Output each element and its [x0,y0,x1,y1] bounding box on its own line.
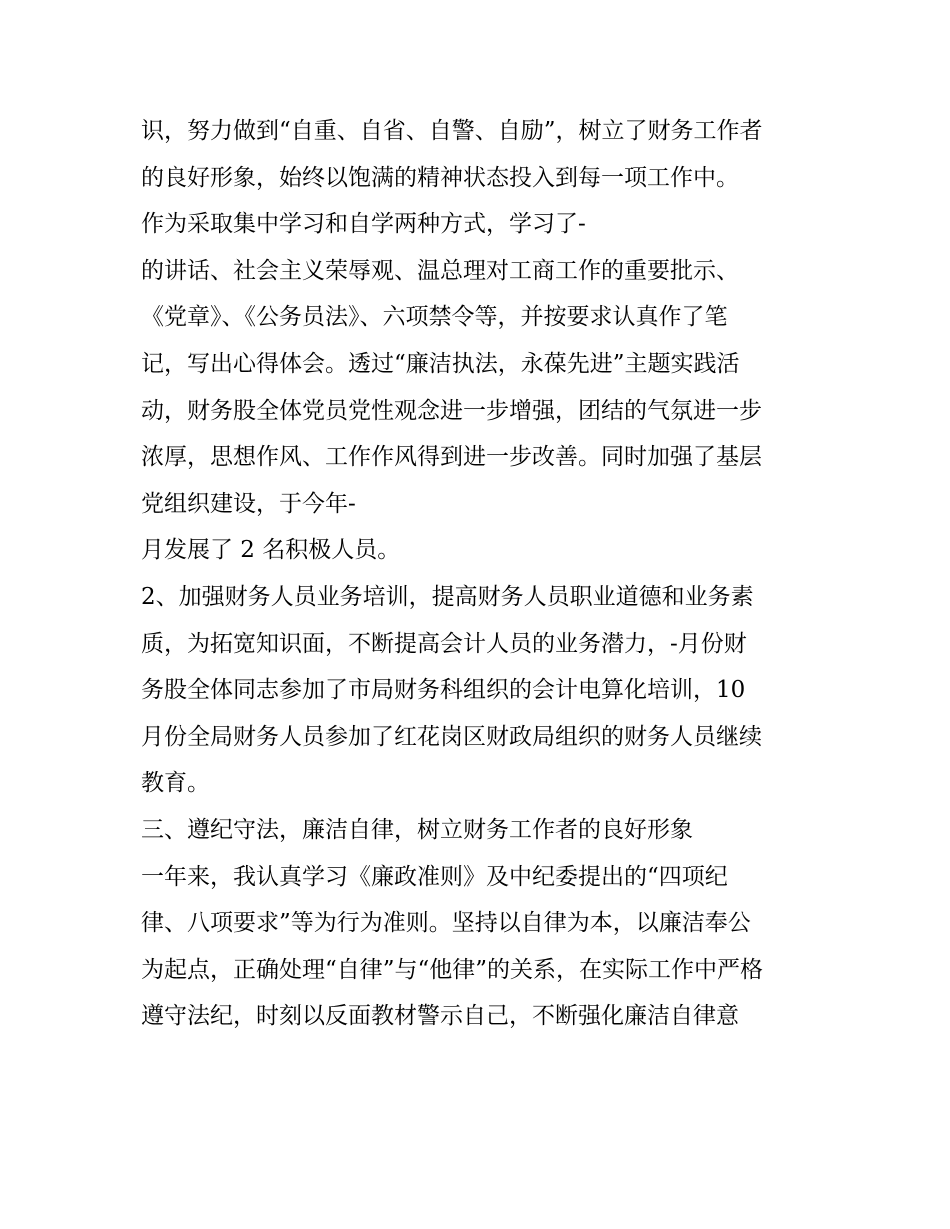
text-line: 律、八项要求”等为行为准则。坚持以自律为本，以廉洁奉公 [141,910,751,937]
document-body [141,108,841,1040]
text-line: 遵守法纪，时刻以反面教材警示自己，不断强化廉洁自律意 [141,1003,739,1030]
text-line: 月发展了 2 名积极人员。 [141,537,401,564]
text-line: 务股全体同志参加了市局财务科组织的会计电算化培训，10 [141,677,746,704]
text-line: 质，为拓宽知识面，不断提高会计人员的业务潜力，-月份财 [141,630,747,657]
text-line: 记，写出心得体会。透过“廉洁执法，永葆先进”主题实践活 [141,350,740,377]
section-heading: 三、遵纪守法，廉洁自律，树立财务工作者的良好形象 [141,816,693,843]
section-item-heading: 2、加强财务人员业务培训，提高财务人员职业道德和业务素 [141,583,754,610]
text-line: 识，努力做到“自重、自省、自警、自励”，树立了财务工作者 [141,118,763,144]
text-line: 的讲话、社会主义荣辱观、温总理对工商工作的重要批示、 [141,257,739,284]
text-line: 浓厚，思想作风、工作作风得到进一步改善。同时加强了基层 [141,444,762,471]
text-line: 动，财务股全体党员党性观念进一步增强，团结的气氛进一步 [141,397,762,424]
text-line: 一年来，我认真学习《廉政准则》及中纪委提出的“四项纪 [141,863,728,890]
text-line: 月份全局财务人员参加了红花岗区财政局组织的财务人员继续 [141,723,762,750]
text-line: 作为采取集中学习和自学两种方式，学习了- [141,211,586,238]
text-line: 《党章》、《公务员法》、六项禁令等，并按要求认真作了笔 [141,304,728,331]
text-line: 的良好形象，始终以饱满的精神状态投入到每一项工作中。 [141,164,739,191]
text-line: 党组织建设，于今年- [141,490,356,517]
text-line: 教育。 [141,770,210,797]
text-line: 为起点，正确处理“自律”与“他律”的关系，在实际工作中严格 [141,956,764,983]
